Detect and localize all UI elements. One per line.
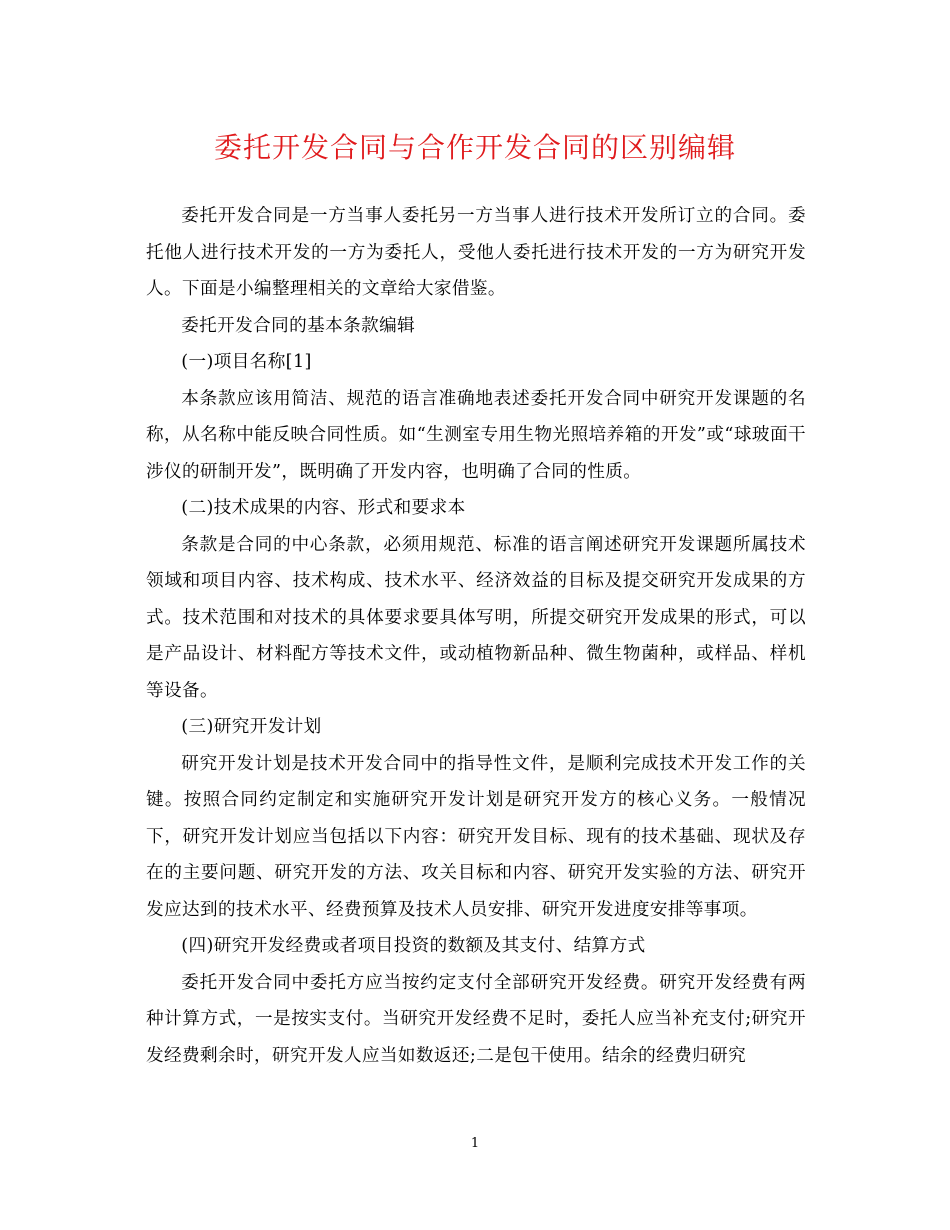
document-body	[146, 198, 806, 1074]
section-heading-basic-terms: 委托开发合同的基本条款编辑	[181, 315, 416, 336]
paragraph-clause-4: 委托开发合同中委托方应当按约定支付全部研究开发经费。研究开发经费有两种计算方式，一是按实支付。当研究开发经费不足时，委托人应当补充支付;研究开发经费剩余时，研究开发人应当如数返还;二是包干使用。结余的经费归研究	[146, 972, 806, 1066]
clause-heading-4: (四)研究开发经费或者项目投资的数额及其支付、结算方式	[181, 936, 646, 956]
page-number: 1	[470, 1136, 480, 1151]
paragraph-clause-2: 条款是合同的中心条款，必须用规范、标准的语言阐述研究开发课题所属技术领域和项目内容、技术构成、技术水平、经济效益的目标及提交研究开发成果的方式。技术范围和对技术的具体要求要具体写明，所提交研究开发成果的形式，可以是产品设计、材料配方等技术文件，或动植物新品种、微生物菌种，或样品、样机等设备。	[146, 534, 806, 701]
paragraph-clause-1: 本条款应该用简洁、规范的语言准确地表述委托开发合同中研究开发课题的名称，从名称中能反映合同性质。如“生测室专用生物光照培养箱的开发”或“球玻面干涉仪的研制开发”，既明确了开发内容，也明确了合同的性质。	[146, 388, 806, 482]
document-title: 委托开发合同与合作开发合同的区别编辑	[213, 131, 736, 164]
clause-heading-2: (二)技术成果的内容、形式和要求本	[181, 498, 466, 518]
clause-heading-1: (一)项目名称[1]	[181, 352, 312, 372]
paragraph-intro: 委托开发合同是一方当事人委托另一方当事人进行技术开发所订立的合同。委托他人进行技术开发的一方为委托人，受他人委托进行技术开发的一方为研究开发人。下面是小编整理相关的文章给大家借鉴。	[146, 206, 806, 299]
clause-heading-3: (三)研究开发计划	[181, 717, 322, 737]
paragraph-clause-3: 研究开发计划是技术开发合同中的指导性文件，是顺利完成技术开发工作的关键。按照合同约定制定和实施研究开发计划是研究开发方的核心义务。一般情况下，研究开发计划应当包括以下内容：研究开发目标、现有的技术基础、现状及存在的主要问题、研究开发的方法、攻关目标和内容、研究开发实验的方法、研究开发应达到的技术水平、经费预算及技术人员安排、研究开发进度安排等事项。	[146, 753, 806, 920]
